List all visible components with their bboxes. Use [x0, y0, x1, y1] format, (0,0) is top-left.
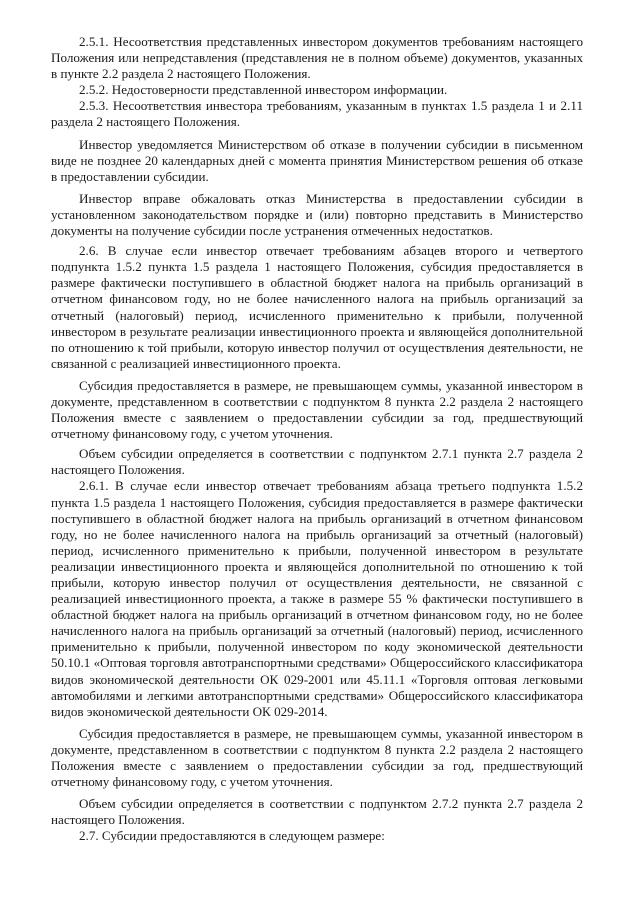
paragraph-2-7: 2.7. Субсидии предоставляются в следующем размере:	[79, 828, 385, 844]
paragraph-2-5-2: 2.5.2. Недостоверности представленной инвестором информации.	[79, 82, 448, 98]
paragraph-2-5-3: 2.5.3. Несоответствия инвестора требованиям, указанным в пунктах 1.5 раздела 1 и 2.11 раздела 2 настоящего Положения.	[51, 98, 583, 130]
paragraph-2-6: 2.6. В случае если инвестор отвечает требованиям абзацев второго и четвертого подпункта 1.5.2 пункта 1.5 раздела 1 настоящего Положения, субсидия предоставляется в размере фактически поступившего в областной бюджет налога на прибыль организаций в отчетном финансовом году, но не более начисленного налога на прибыль организаций за отчетный (налоговый) период, исчисленного применительно к прибыли, полученной инвестором в результате реализации инвестиционного проекта и являющейся дополнительной по отношению к той прибыли, которую инвестор получил от осуществления деятельности, не связанной с реализацией инвестиционного проекта.	[51, 243, 583, 371]
paragraph-appeal-right: Инвестор вправе обжаловать отказ Министерства в предоставлении субсидии в установленном законодательством порядке и (или) повторно представить в Министерство документы на получение субсидии после устранения отмеченных недостатков.	[51, 190, 583, 239]
paragraph-subsidy-limit-1: Субсидия предоставляется в размере, не превышающем суммы, указанной инвестором в документе, представленном в соответствии с подпунктом 8 пункта 2.2 раздела 2 настоящего Положения вместе с заявлением о предоставлении субсидии за год, предшествующий отчетному финансовому году, с учетом уточнения.	[51, 377, 583, 442]
document-page	[51, 34, 583, 845]
paragraph-2-5-1: 2.5.1. Несоответствия представленных инвестором документов требованиям настоящего Положения или непредставления (представления не в полном объеме) документов, указанных в пункте 2.2 раздела 2 настоящего Положения.	[51, 34, 583, 82]
paragraph-subsidy-volume-2: Объем субсидии определяется в соответствии с подпунктом 2.7.2 пункта 2.7 раздела 2 настоящего Положения.	[51, 796, 583, 828]
paragraph-refusal-notice: Инвестор уведомляется Министерством об отказе в получении субсидии в письменном виде не позднее 20 календарных дней с момента принятия Министерством решения об отказе в предоставлении субсидии.	[51, 136, 583, 184]
paragraph-2-6-1: 2.6.1. В случае если инвестор отвечает требованиям абзаца третьего подпункта 1.5.2 пункта 1.5 раздела 1 настоящего Положения, субсидия предоставляется в размере фактически поступившего в областной бюджет налога на прибыль организаций в отчетном финансовом году, но не более начисленного налога на прибыль организаций за отчетный (налоговый) период, исчисленного применительно к прибыли, полученной инвестором в результате реализации инвестиционного проекта и являющейся дополнительной по отношению к той прибыли, которую инвестор получил от осуществления деятельности, не связанной с реализацией инвестиционного проекта, а также в размере 55 % фактически поступившего в областной бюджет налога на прибыль организаций в отчетном финансовом году, но не более начисленного налога на прибыль организаций за отчетный (налоговый) период, исчисленного применительно к прибыли, полученной инвестором по коду экономической деятельности 50.10.1 «Оптовая торговля автотранспортными средствами» Общероссийского классификатора видов экономической деятельности ОК 029-2001 или 45.11.1 «Торговля оптовая легковыми автомобилями и легкими автотранспортными средствами» Общероссийского классификатора видов экономической деятельности ОК 029-2014.	[51, 478, 583, 719]
paragraph-subsidy-limit-2: Субсидия предоставляется в размере, не превышающем суммы, указанной инвестором в документе, представленном в соответствии с подпунктом 8 пункта 2.2 раздела 2 настоящего Положения вместе с заявлением о предоставлении субсидии за год, предшествующий отчетному финансовому году, с учетом уточнения.	[51, 725, 583, 790]
paragraph-subsidy-volume-1: Объем субсидии определяется в соответствии с подпунктом 2.7.1 пункта 2.7 раздела 2 настоящего Положения.	[51, 446, 583, 478]
